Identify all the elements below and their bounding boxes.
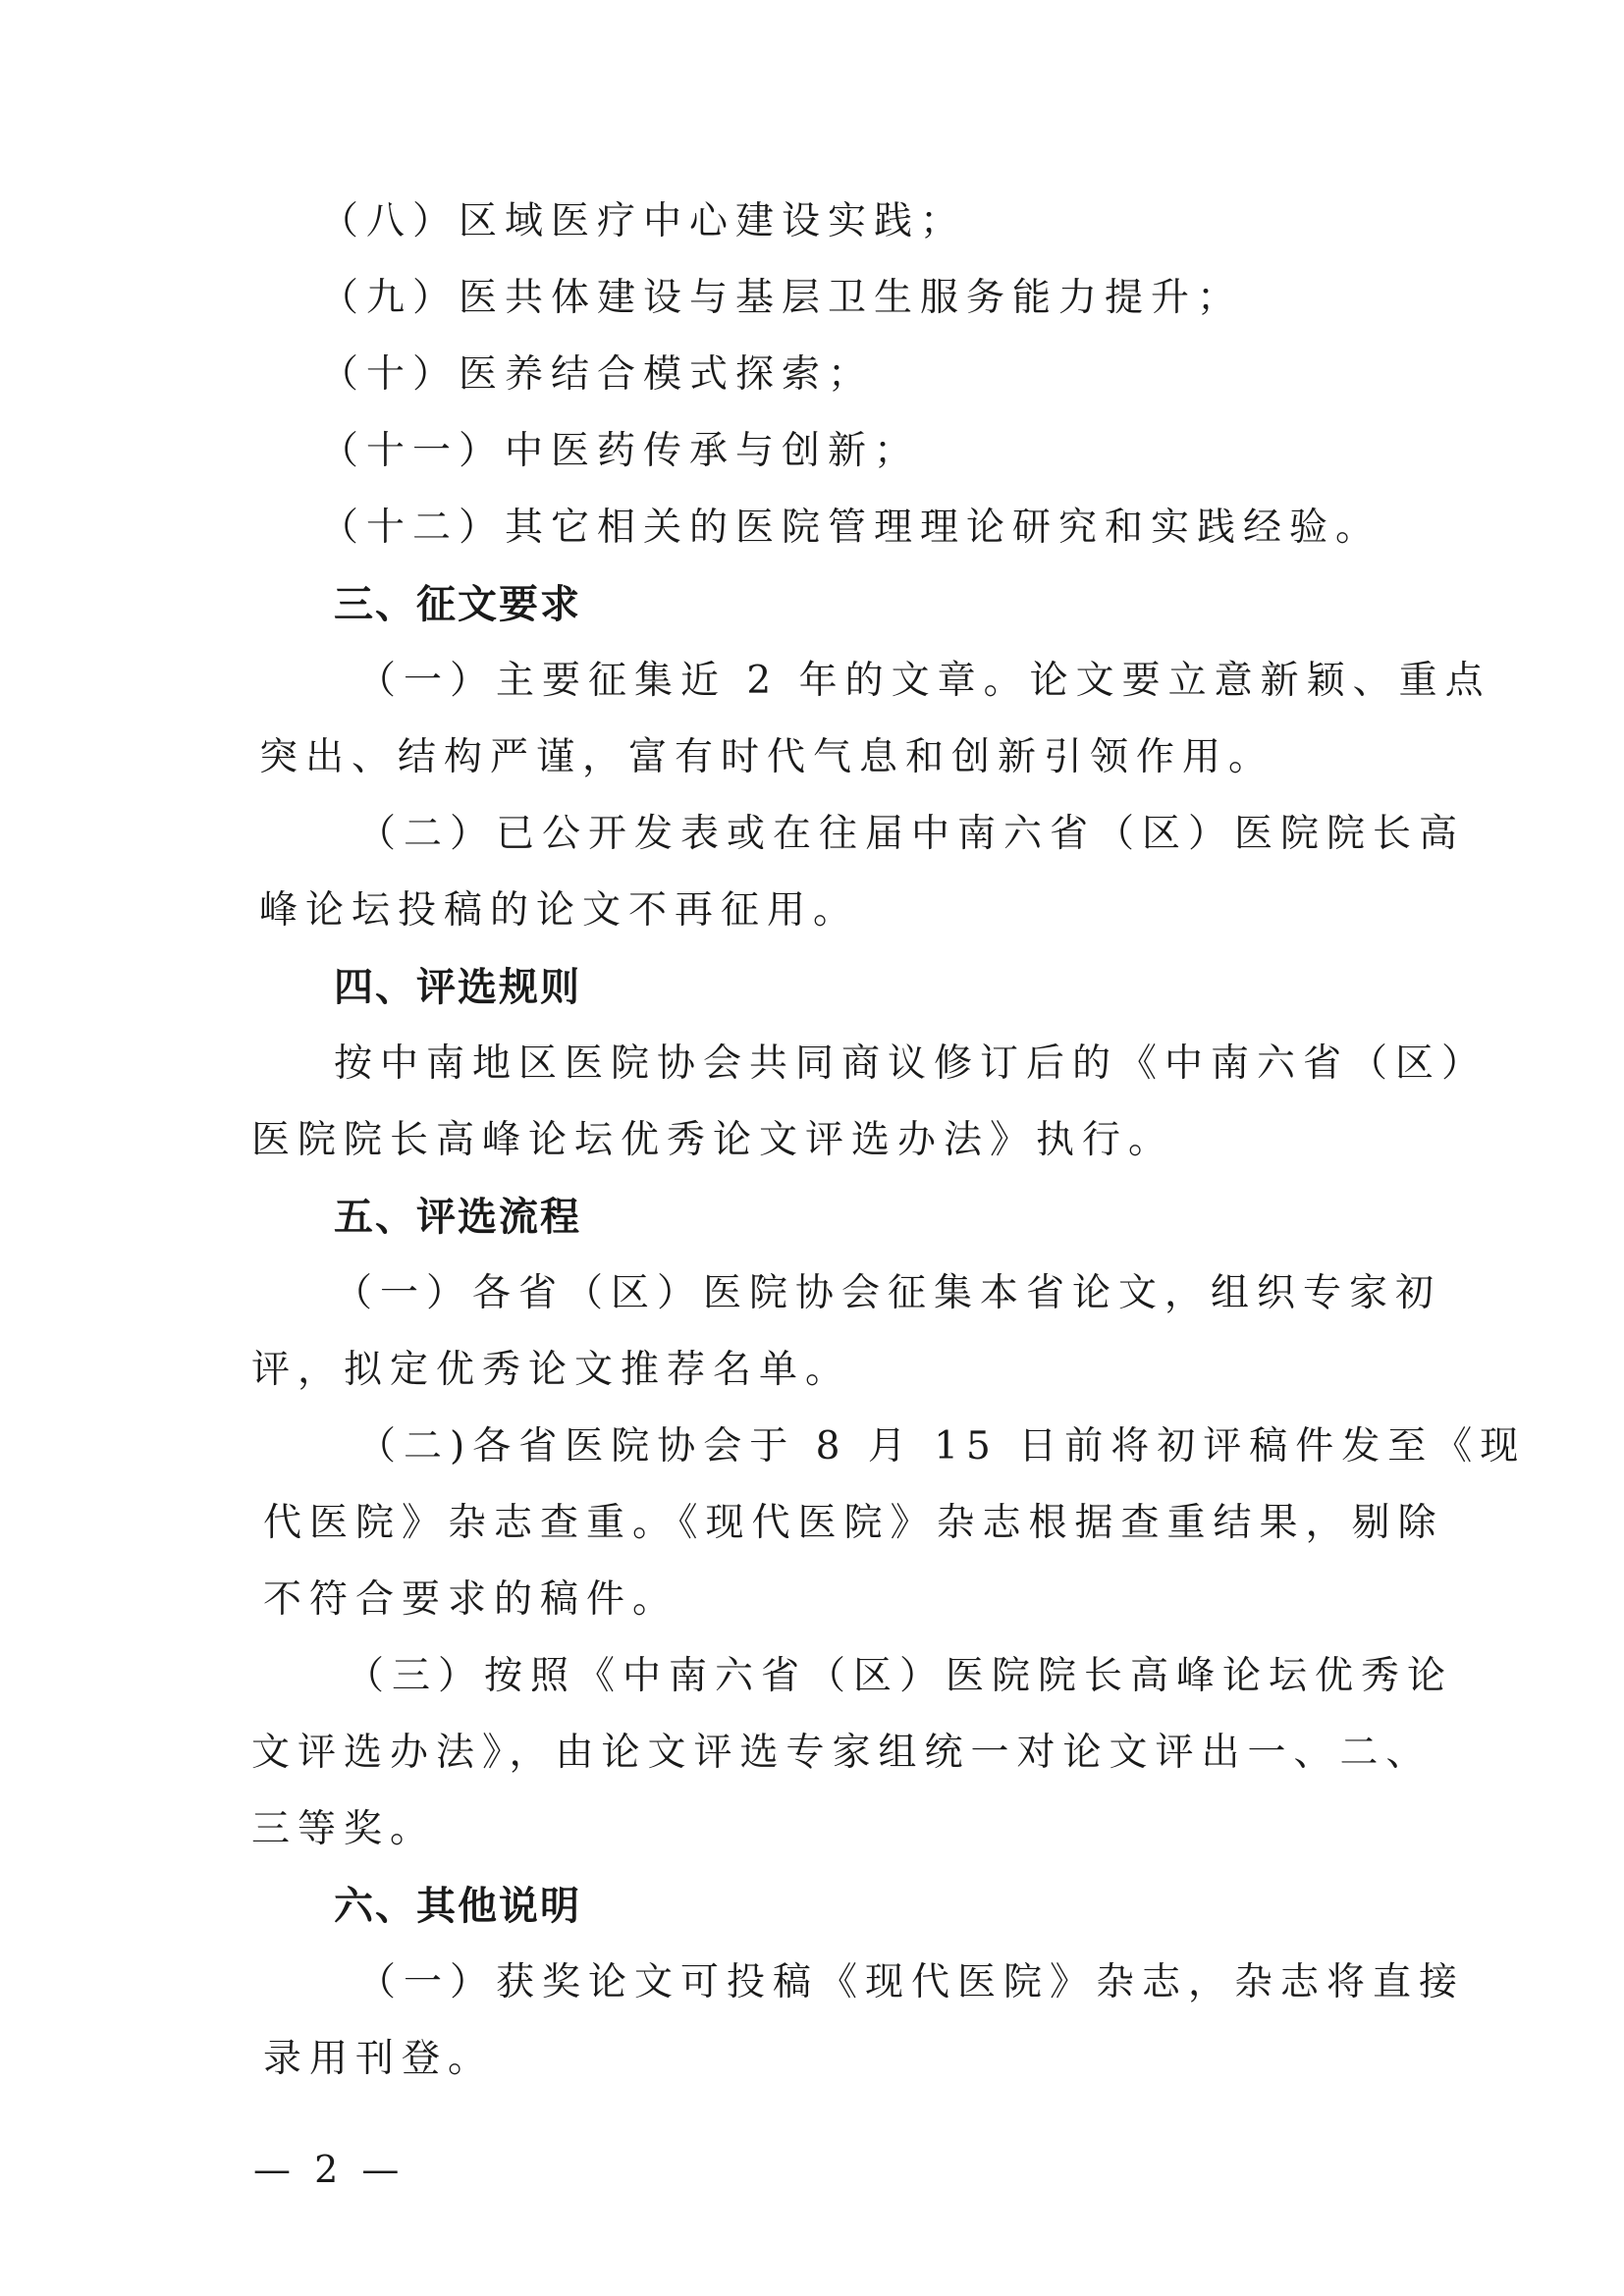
other-para1-line1: （一）获奖论文可投稿《现代医院》杂志，杂志将直接 <box>357 1960 1466 2004</box>
topic-item-12: （十二）其它相关的医院管理理论研究和实践经验。 <box>320 506 1382 550</box>
other-para1-line2: 录用刊登。 <box>263 2037 495 2081</box>
requirements-para2-line1: （二）已公开发表或在往届中南六省（区）医院院长高 <box>357 812 1466 856</box>
topic-item-11: （十一）中医药传承与创新； <box>320 429 921 473</box>
process-para1-line1: （一）各省（区）医院协会征集本省论文，组织专家初 <box>334 1271 1442 1315</box>
process-para3-line1: （三）按照《中南六省（区）医院院长高峰论坛优秀论 <box>346 1654 1454 1698</box>
process-para3-line3: 三等奖。 <box>251 1807 437 1851</box>
rules-para1-line1: 按中南地区医院协会共同商议修订后的《中南六省（区） <box>334 1041 1489 1086</box>
section-heading-process: 五、评选流程 <box>334 1195 581 1240</box>
topic-item-9: （九）医共体建设与基层卫生服务能力提升； <box>320 276 1244 320</box>
section-heading-requirements: 三、征文要求 <box>334 582 581 627</box>
section-heading-rules: 四、评选规则 <box>334 965 581 1010</box>
topic-item-8: （八）区域医疗中心建设实践； <box>320 199 967 243</box>
requirements-para1-line1: （一）主要征集近 2 年的文章。论文要立意新颖、重点 <box>357 659 1491 703</box>
topic-item-10: （十）医养结合模式探索； <box>320 352 875 397</box>
process-para2-line3: 不符合要求的稿件。 <box>263 1577 679 1622</box>
requirements-para2-line2: 峰论坛投稿的论文不再征用。 <box>259 888 860 933</box>
section-heading-other: 六、其他说明 <box>334 1884 581 1929</box>
rules-para1-line2: 医院院长高峰论坛优秀论文评选办法》执行。 <box>251 1118 1175 1162</box>
process-para2-line2: 代医院》杂志查重。《现代医院》杂志根据查重结果，剔除 <box>263 1501 1444 1545</box>
requirements-para1-line2: 突出、结构严谨，富有时代气息和创新引领作用。 <box>259 735 1275 779</box>
process-para2-line1: （二)各省医院协会于 8 月 15 日前将初评稿件发至《现 <box>357 1424 1527 1468</box>
page-number: — 2 — <box>253 2148 406 2191</box>
process-para1-line2: 评，拟定优秀论文推荐名单。 <box>251 1348 852 1392</box>
process-para3-line2: 文评选办法》，由论文评选专家组统一对论文评出一、二、 <box>251 1731 1433 1775</box>
